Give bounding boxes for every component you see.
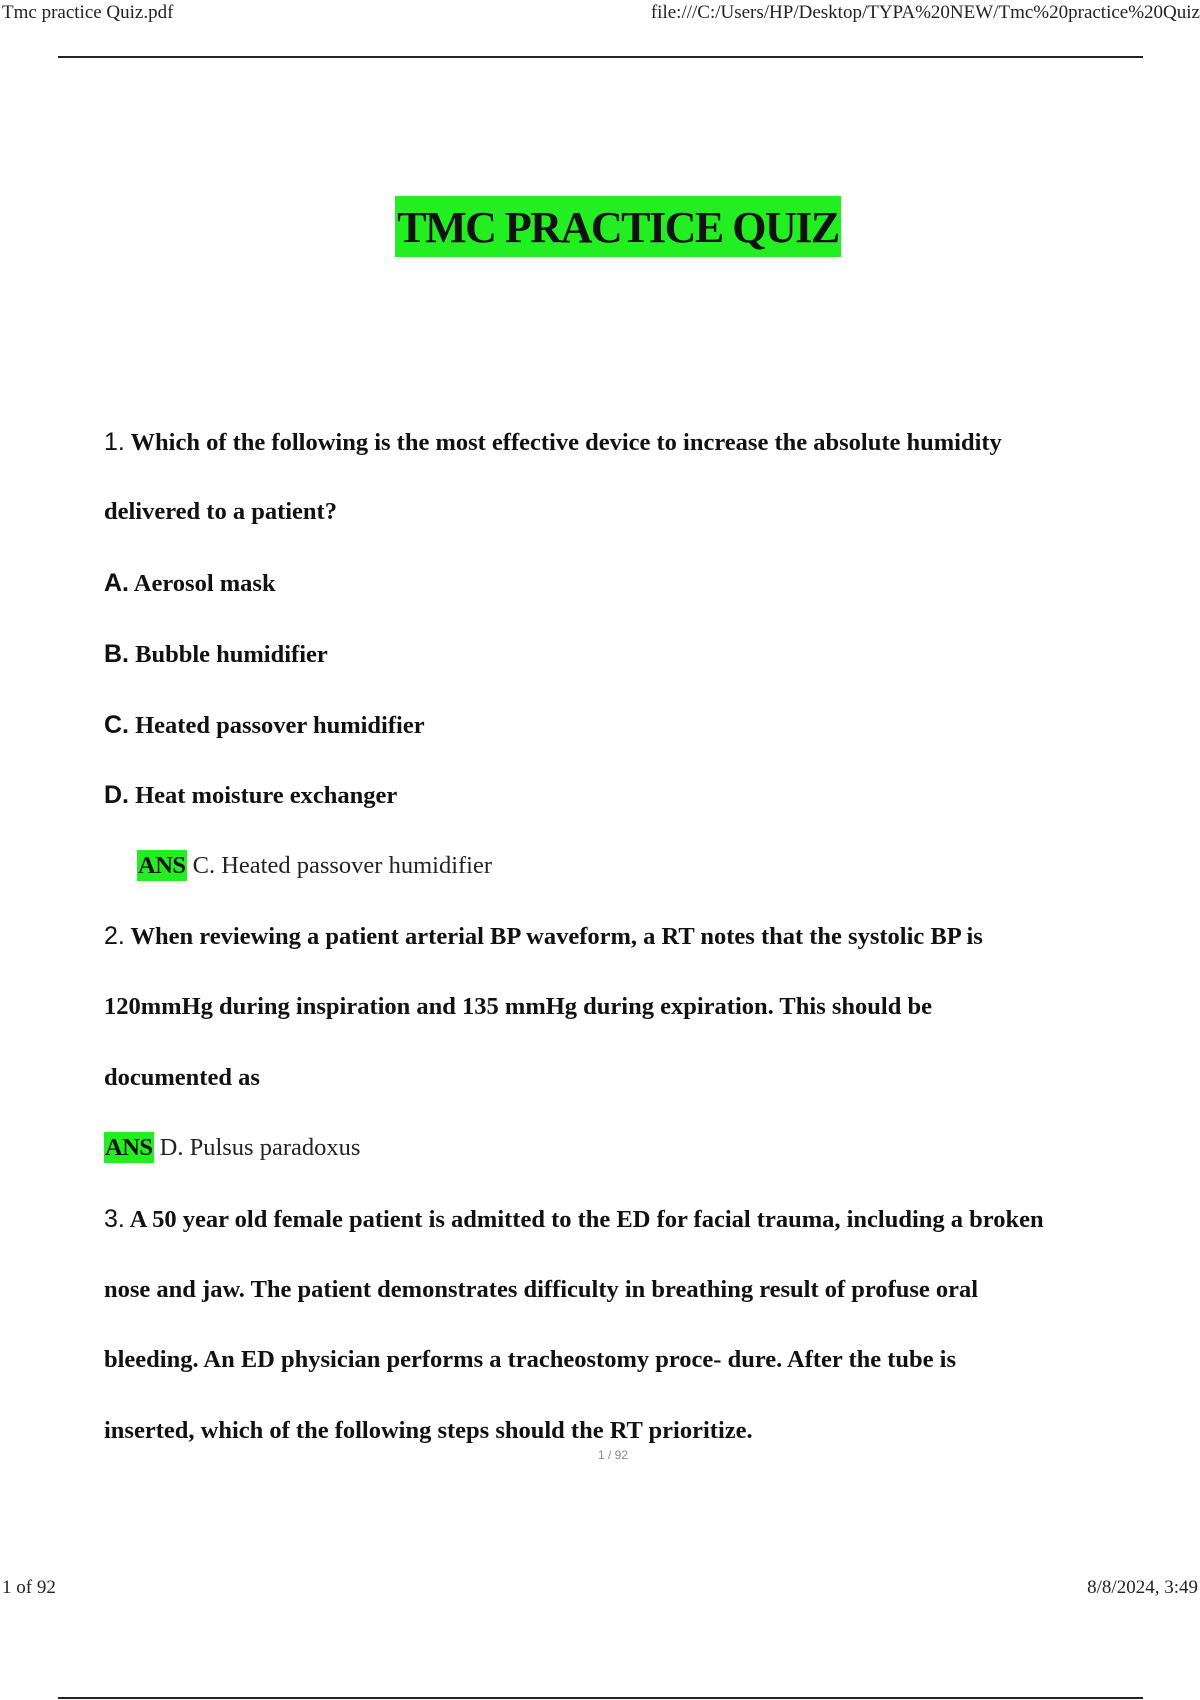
question-3-line-4: inserted, which of the following steps should the RT prioritize. bbox=[104, 1417, 753, 1444]
question-1-option-c bbox=[104, 711, 425, 740]
question-3-number: 3. bbox=[104, 1205, 125, 1233]
footer-datetime: 8/8/2024, 3:49 bbox=[1087, 1577, 1198, 1598]
option-text: Heat moisture exchanger bbox=[135, 782, 398, 809]
option-text: Aerosol mask bbox=[133, 570, 276, 597]
question-1-line-1 bbox=[104, 428, 1002, 457]
option-letter: A. bbox=[104, 569, 129, 597]
question-3-line-1 bbox=[104, 1205, 1044, 1234]
question-1-option-a bbox=[104, 569, 276, 598]
print-header-doc-name: Tmc practice Quiz.pdf bbox=[2, 2, 174, 23]
answer-text: C. Heated passover humidifier bbox=[192, 852, 492, 879]
option-text: Heated passover humidifier bbox=[135, 712, 425, 739]
question-1-option-d bbox=[104, 781, 397, 810]
question-3-line-2: nose and jaw. The patient demonstrates difficulty in breathing result of profuse oral bbox=[104, 1276, 979, 1303]
footer-page-of: 1 of 92 bbox=[2, 1577, 56, 1598]
option-letter: D. bbox=[104, 781, 129, 809]
question-2-text-1: When reviewing a patient arterial BP waveform, a RT notes that the systolic BP is bbox=[130, 923, 983, 950]
option-text: Bubble humidifier bbox=[135, 641, 328, 668]
question-2-line-1 bbox=[104, 922, 983, 951]
question-1-line-2: delivered to a patient? bbox=[104, 498, 337, 525]
question-1-option-b bbox=[104, 640, 328, 669]
page-title: TMC PRACTICE QUIZ bbox=[395, 196, 840, 257]
print-header-file-path: file:///C:/Users/HP/Desktop/TYPA%20NEW/Tmc%20practice%20Quiz bbox=[650, 2, 1200, 23]
question-2-answer bbox=[104, 1134, 360, 1162]
title-container bbox=[0, 196, 1200, 257]
answer-badge: ANS bbox=[138, 852, 186, 879]
option-letter: B. bbox=[104, 640, 129, 668]
footer-rule bbox=[58, 1697, 1143, 1699]
question-3-text-1: A 50 year old female patient is admitted to the ED for facial trauma, including a broken bbox=[129, 1206, 1044, 1233]
answer-badge: ANS bbox=[105, 1134, 153, 1161]
page-counter: 1 / 92 bbox=[597, 1448, 629, 1462]
option-letter: C. bbox=[104, 711, 129, 739]
question-3-line-3: bleeding. An ED physician performs a tracheostomy proce- dure. After the tube is bbox=[104, 1346, 957, 1373]
question-2-line-3: documented as bbox=[104, 1064, 260, 1091]
question-1-number: 1. bbox=[104, 428, 125, 456]
question-1-text-1: Which of the following is the most effective device to increase the absolute humidity bbox=[130, 429, 1002, 456]
question-1-answer bbox=[137, 852, 492, 880]
question-2-number: 2. bbox=[104, 922, 125, 950]
header-rule bbox=[58, 56, 1143, 58]
question-2-line-2: 120mmHg during inspiration and 135 mmHg during expiration. This should be bbox=[104, 993, 932, 1020]
answer-text: D. Pulsus paradoxus bbox=[159, 1134, 361, 1161]
